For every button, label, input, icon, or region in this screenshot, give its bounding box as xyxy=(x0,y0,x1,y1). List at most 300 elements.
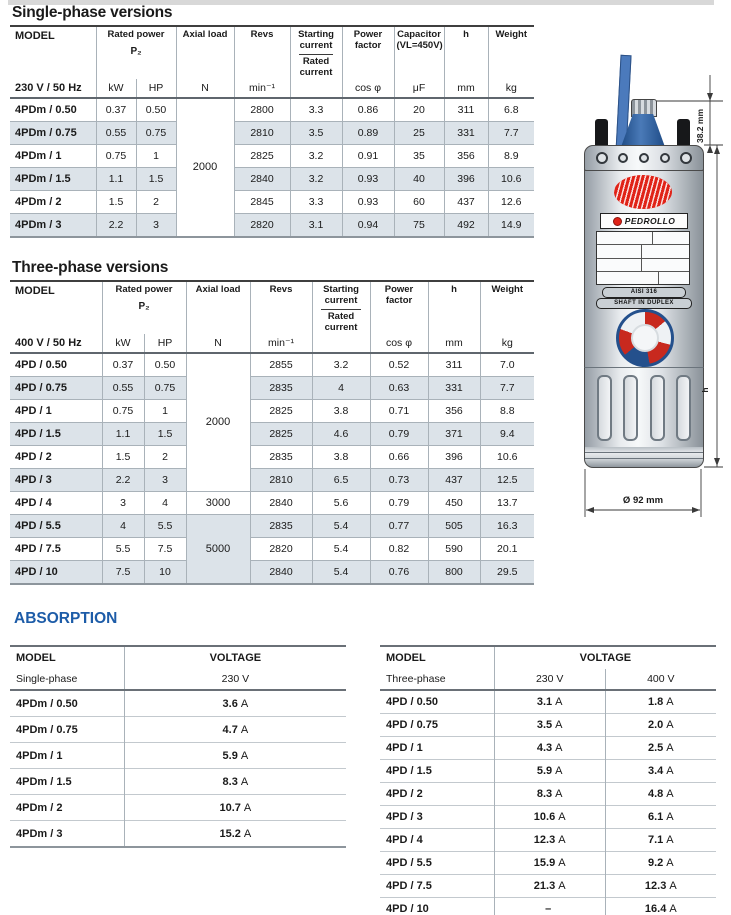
amp-unit: A xyxy=(240,775,249,788)
unit-n: N xyxy=(186,334,250,353)
amp-unit: A xyxy=(555,742,563,754)
revs-cell: 2825 xyxy=(234,144,290,167)
hp-cell: 10 xyxy=(144,560,186,584)
unit-kg: kg xyxy=(480,334,534,353)
model-cell: 4PDm / 1.5 xyxy=(10,167,96,190)
rated-current-label: Rated current xyxy=(299,55,333,78)
table-row xyxy=(10,690,346,717)
h-cell: 371 xyxy=(428,422,480,445)
cos-cell: 0.73 xyxy=(370,468,428,491)
amp-value: 8.3 xyxy=(222,775,238,788)
amp-cell xyxy=(494,714,605,737)
h-cell: 396 xyxy=(428,445,480,468)
start-cell: 4.6 xyxy=(312,422,370,445)
model-cell: 4PD / 3 xyxy=(10,468,102,491)
unit-hp: HP xyxy=(144,334,186,353)
kg-cell: 10.6 xyxy=(480,445,534,468)
amp-value: 5.9 xyxy=(222,749,238,762)
amp-unit: A xyxy=(240,749,249,762)
kg-cell: 6.8 xyxy=(488,98,534,122)
nameplate-divider xyxy=(658,272,659,284)
amp-cell xyxy=(494,852,605,875)
amp-unit: A xyxy=(558,880,566,892)
h-cell: 311 xyxy=(428,353,480,377)
h-cell: 437 xyxy=(428,468,480,491)
absorption-three-section xyxy=(380,645,716,915)
amp-unit: A xyxy=(240,697,249,710)
amp-value: 3.1 xyxy=(536,696,553,708)
amp-value: 7.1 xyxy=(647,834,664,846)
revs-cell: 2845 xyxy=(234,190,290,213)
phase-label: Single-phase xyxy=(16,673,78,685)
revs-cell: 2840 xyxy=(250,491,312,514)
rated-power-label: Rated power xyxy=(115,284,173,295)
model-cell: 4PD / 4 xyxy=(380,829,494,852)
model-cell: 4PD / 0.50 xyxy=(15,358,67,371)
unit-kw: kW xyxy=(102,334,144,353)
cos-cell: 0.63 xyxy=(370,376,428,399)
table-row xyxy=(10,537,534,560)
table-row xyxy=(380,852,716,875)
cos-cell: 0.89 xyxy=(342,121,394,144)
start-cell: 3.1 xyxy=(290,213,342,237)
three-phase-section xyxy=(10,258,534,585)
uf-cell: 40 xyxy=(394,167,444,190)
cos-cell: 0.93 xyxy=(342,190,394,213)
kw-cell: 0.55 xyxy=(102,376,144,399)
uf-cell: 35 xyxy=(394,144,444,167)
table-row xyxy=(10,769,346,795)
hp-cell: 5.5 xyxy=(144,514,186,537)
model-cell: 4PD / 0.50 xyxy=(386,696,438,708)
amp-value: 12.3 xyxy=(644,880,667,892)
dim-h-label: h xyxy=(700,387,710,393)
model-cell: 4PD / 2 xyxy=(380,783,494,806)
table-row xyxy=(380,737,716,760)
h-cell: 311 xyxy=(444,98,488,122)
header-model: MODEL xyxy=(15,30,55,42)
h-cell: 450 xyxy=(428,491,480,514)
model-cell: 4PDm / 3 xyxy=(10,821,124,848)
amp-value: 2.0 xyxy=(647,719,664,731)
kw-cell: 1.5 xyxy=(96,190,136,213)
uf-cell: 75 xyxy=(394,213,444,237)
model-cell: 4PDm / 3 xyxy=(10,213,96,237)
screw-icon xyxy=(680,152,692,164)
hp-cell: 1 xyxy=(136,144,176,167)
kg-cell: 14.9 xyxy=(488,213,534,237)
model-cell: 4PDm / 2 xyxy=(10,795,124,821)
header-voltage: VOLTAGE xyxy=(494,646,716,669)
units-row xyxy=(10,79,534,98)
amp-value: 10.6 xyxy=(533,811,556,823)
header-rated-power xyxy=(102,282,186,334)
revs-cell: 2840 xyxy=(250,560,312,584)
axial-load-cell: 2000 xyxy=(186,353,250,492)
header-h: h xyxy=(444,27,488,79)
kg-cell: 8.9 xyxy=(488,144,534,167)
header-power-factor: Power factor xyxy=(342,27,394,79)
pedrollo-fan-logo-icon xyxy=(614,175,672,209)
h-cell: 356 xyxy=(444,144,488,167)
start-cell: 3.3 xyxy=(290,190,342,213)
amp-unit: A xyxy=(243,827,252,840)
motor-lower-section xyxy=(584,367,704,449)
table-body xyxy=(380,690,716,915)
table-row xyxy=(10,167,534,190)
three-phase-table xyxy=(10,282,534,585)
model-cell: 4PD / 7.5 xyxy=(10,537,102,560)
cos-cell: 0.93 xyxy=(342,167,394,190)
amp-unit: A xyxy=(669,903,677,915)
cooling-slot xyxy=(597,375,612,441)
revs-cell: 2800 xyxy=(234,98,290,122)
cos-cell: 0.71 xyxy=(370,399,428,422)
amp-cell xyxy=(124,717,346,743)
amp-value: 15.9 xyxy=(533,857,556,869)
h-cell: 492 xyxy=(444,213,488,237)
revs-cell: 2825 xyxy=(250,422,312,445)
kg-cell: 8.8 xyxy=(480,399,534,422)
kw-cell: 0.75 xyxy=(102,399,144,422)
cos-cell: 0.91 xyxy=(342,144,394,167)
h-cell: 396 xyxy=(444,167,488,190)
h-cell: 331 xyxy=(428,376,480,399)
start-cell: 5.6 xyxy=(312,491,370,514)
rated-power-label: Rated power xyxy=(107,29,165,40)
hp-cell: 3 xyxy=(144,468,186,491)
nameplate-divider xyxy=(641,245,642,257)
kw-cell: 3 xyxy=(102,491,144,514)
table-row xyxy=(10,514,534,537)
amp-value: 5.9 xyxy=(536,765,553,777)
amp-cell xyxy=(605,737,716,760)
start-cell: 4 xyxy=(312,376,370,399)
start-cell: 3.8 xyxy=(312,399,370,422)
cos-cell: 0.79 xyxy=(370,422,428,445)
shaft-tag: SHAFT IN DUPLEX xyxy=(596,298,692,309)
amp-value: 1.8 xyxy=(647,696,664,708)
table-body xyxy=(10,690,346,847)
cos-cell: 0.82 xyxy=(370,537,428,560)
cos-cell: 0.52 xyxy=(370,353,428,377)
kg-cell: 9.4 xyxy=(480,422,534,445)
cooling-slot xyxy=(650,375,665,441)
absorption-title: ABSORPTION xyxy=(14,610,118,627)
unit-voltage: 400 V / 50 Hz xyxy=(15,336,82,349)
cos-cell: 0.77 xyxy=(370,514,428,537)
amp-unit: A xyxy=(666,834,674,846)
model-cell: 4PD / 7.5 xyxy=(380,875,494,898)
subheader-row xyxy=(380,669,716,690)
amp-unit: A xyxy=(243,801,252,814)
cos-cell: 0.79 xyxy=(370,491,428,514)
header-rated-power xyxy=(96,27,176,79)
table-row xyxy=(380,783,716,806)
dim-38mm-label: 38.2 mm xyxy=(695,108,705,144)
kw-cell: 0.37 xyxy=(102,353,144,377)
table-row xyxy=(10,422,534,445)
amp-unit: A xyxy=(555,788,563,800)
table-row xyxy=(10,468,534,491)
amp-value: 16.4 xyxy=(644,903,667,915)
nameplate-row xyxy=(597,259,689,272)
kw-cell: 2.2 xyxy=(96,213,136,237)
motor-stud-left xyxy=(595,119,608,147)
uf-cell: 20 xyxy=(394,98,444,122)
start-cell: 5.4 xyxy=(312,514,370,537)
amp-cell xyxy=(124,795,346,821)
model-cell: 4PD / 0.75 xyxy=(380,714,494,737)
header-model: MODEL xyxy=(15,285,55,297)
header-row xyxy=(380,646,716,669)
model-cell: 4PDm / 0.75 xyxy=(10,121,96,144)
amp-unit: A xyxy=(666,742,674,754)
kw-cell: 2.2 xyxy=(102,468,144,491)
amp-unit: A xyxy=(240,723,249,736)
p2-label: P₂ xyxy=(138,300,150,312)
model-cell: 4PDm / 0.50 xyxy=(16,697,78,710)
absorption-single-table xyxy=(10,645,346,848)
table-row xyxy=(380,829,716,852)
hp-cell: 0.50 xyxy=(136,98,176,122)
amp-cell xyxy=(124,821,346,848)
amp-value: 10.7 xyxy=(219,801,241,814)
h-cell: 331 xyxy=(444,121,488,144)
header-model: MODEL xyxy=(16,652,56,664)
kg-cell: 12.5 xyxy=(480,468,534,491)
hp-cell: 1.5 xyxy=(136,167,176,190)
kw-cell: 0.75 xyxy=(96,144,136,167)
nameplate-divider xyxy=(652,232,653,244)
amp-cell xyxy=(494,783,605,806)
kg-cell: 29.5 xyxy=(480,560,534,584)
header-row xyxy=(10,27,534,79)
amp-cell xyxy=(494,898,605,915)
section-title-three-phase: Three-phase versions xyxy=(10,258,534,282)
amp-unit: A xyxy=(555,719,563,731)
amp-cell xyxy=(605,806,716,829)
model-cell: 4PDm / 2 xyxy=(10,190,96,213)
start-cell: 3.2 xyxy=(312,353,370,377)
amp-value: 12.3 xyxy=(533,834,556,846)
amp-cell xyxy=(494,806,605,829)
model-cell: 4PD / 1 xyxy=(380,737,494,760)
amp-unit: A xyxy=(666,765,674,777)
voltage-value: 230 V xyxy=(494,669,605,690)
table-row xyxy=(10,144,534,167)
nameplate xyxy=(596,231,690,285)
amp-cell xyxy=(605,829,716,852)
phase-label: Three-phase xyxy=(386,673,446,685)
kg-cell: 7.7 xyxy=(480,376,534,399)
amp-cell xyxy=(605,875,716,898)
kg-cell: 20.1 xyxy=(480,537,534,560)
unit-cos: cos φ xyxy=(342,79,394,98)
model-cell: 4PD / 1.5 xyxy=(380,760,494,783)
amp-unit: A xyxy=(666,788,674,800)
amp-value: 3.5 xyxy=(536,719,553,731)
amp-value: 4.7 xyxy=(222,723,238,736)
amp-cell xyxy=(605,690,716,714)
voltage-value: 400 V xyxy=(605,669,716,690)
brand-label xyxy=(600,213,688,229)
kw-cell: 7.5 xyxy=(102,560,144,584)
unit-empty xyxy=(290,79,342,98)
product-figure xyxy=(560,55,731,535)
capacitor-label: Capacitor xyxy=(397,29,441,40)
table-row xyxy=(10,743,346,769)
hp-cell: 0.75 xyxy=(136,121,176,144)
starting-current-label: Starting current xyxy=(298,29,334,51)
amp-cell xyxy=(605,898,716,915)
hp-cell: 4 xyxy=(144,491,186,514)
header-axial-load: Axial load xyxy=(186,282,250,334)
table-row xyxy=(380,875,716,898)
h-cell: 437 xyxy=(444,190,488,213)
amp-value: 21.3 xyxy=(533,880,556,892)
header-current-ratio xyxy=(312,282,370,334)
hp-cell: 7.5 xyxy=(144,537,186,560)
amp-cell xyxy=(494,829,605,852)
unit-uf: μF xyxy=(394,79,444,98)
cos-cell: 0.86 xyxy=(342,98,394,122)
cos-cell: 0.66 xyxy=(370,445,428,468)
start-cell: 5.4 xyxy=(312,560,370,584)
table-row xyxy=(10,560,534,584)
table-row xyxy=(10,399,534,422)
table-row xyxy=(10,717,346,743)
table-header xyxy=(10,27,534,98)
h-cell: 356 xyxy=(428,399,480,422)
kw-cell: 5.5 xyxy=(102,537,144,560)
amp-value: 4.8 xyxy=(647,788,664,800)
model-cell: 4PDm / 1 xyxy=(10,743,124,769)
unit-cos: cos φ xyxy=(370,334,428,353)
amp-cell xyxy=(494,760,605,783)
bottom-ring-line xyxy=(585,458,703,459)
amp-value: 3.4 xyxy=(647,765,664,777)
nameplate-row xyxy=(597,245,689,258)
certification-emblem-icon xyxy=(616,309,674,367)
start-cell: 6.5 xyxy=(312,468,370,491)
unit-mm: mm xyxy=(444,79,488,98)
p2-label: P₂ xyxy=(130,45,142,57)
model-cell: 4PD / 4 xyxy=(10,491,102,514)
header-capacitor xyxy=(394,27,444,79)
table-row xyxy=(380,898,716,915)
table-row xyxy=(10,445,534,468)
header-revs: Revs xyxy=(234,27,290,79)
table-row xyxy=(10,121,534,144)
amp-unit: A xyxy=(666,719,674,731)
amp-value: 6.1 xyxy=(647,811,664,823)
header-model: MODEL xyxy=(386,652,426,664)
header-power-factor: Power factor xyxy=(370,282,428,334)
table-row xyxy=(10,376,534,399)
single-phase-table xyxy=(10,27,534,238)
amp-value: 4.3 xyxy=(536,742,553,754)
amp-cell xyxy=(494,875,605,898)
bottom-ring-line xyxy=(585,452,703,453)
kw-cell: 4 xyxy=(102,514,144,537)
axial-load-cell: 3000 xyxy=(186,491,250,514)
unit-mm: mm xyxy=(428,334,480,353)
table-row xyxy=(10,190,534,213)
start-cell: 3.5 xyxy=(290,121,342,144)
kg-cell: 16.3 xyxy=(480,514,534,537)
table-row xyxy=(10,98,534,122)
revs-cell: 2835 xyxy=(250,445,312,468)
start-cell: 3.2 xyxy=(290,144,342,167)
unit-empty xyxy=(312,334,370,353)
amp-unit: A xyxy=(666,811,674,823)
table-row xyxy=(380,690,716,714)
revs-cell: 2840 xyxy=(234,167,290,190)
h-cell: 800 xyxy=(428,560,480,584)
amp-value: 15.2 xyxy=(219,827,241,840)
motor-bottom-cap xyxy=(584,447,704,468)
hp-cell: 1 xyxy=(144,399,186,422)
rated-current-label: Rated current xyxy=(324,310,358,333)
table-row xyxy=(380,806,716,829)
fraction-line xyxy=(299,54,334,55)
table-body xyxy=(10,353,534,584)
cooling-slot xyxy=(623,375,638,441)
kw-cell: 0.37 xyxy=(96,98,136,122)
amp-unit: A xyxy=(558,834,566,846)
amp-value: 2.5 xyxy=(647,742,664,754)
hp-cell: 0.75 xyxy=(144,376,186,399)
revs-cell: 2820 xyxy=(234,213,290,237)
kg-cell: 7.7 xyxy=(488,121,534,144)
hp-cell: 0.50 xyxy=(144,353,186,377)
start-cell: 5.4 xyxy=(312,537,370,560)
single-phase-section xyxy=(10,3,534,238)
start-cell: 3.8 xyxy=(312,445,370,468)
amp-unit: A xyxy=(666,696,674,708)
amp-cell xyxy=(605,783,716,806)
axial-load-cell: 2000 xyxy=(176,98,234,237)
header-current-ratio xyxy=(290,27,342,79)
model-cell: 4PDm / 1.5 xyxy=(10,769,124,795)
kw-cell: 0.55 xyxy=(96,121,136,144)
uf-cell: 60 xyxy=(394,190,444,213)
start-cell: 3.3 xyxy=(290,98,342,122)
hp-cell: 2 xyxy=(144,445,186,468)
model-cell: 4PD / 10 xyxy=(380,898,494,915)
material-tag: AISI 316 xyxy=(602,287,686,298)
motor-top-cap xyxy=(584,145,704,171)
cooling-slot xyxy=(676,375,691,441)
cos-cell: 0.76 xyxy=(370,560,428,584)
start-cell: 3.2 xyxy=(290,167,342,190)
table-row xyxy=(380,760,716,783)
dim-diameter-label: Ø 92 mm xyxy=(622,495,664,506)
nameplate-divider xyxy=(641,259,642,271)
model-cell: 4PD / 5.5 xyxy=(380,852,494,875)
nameplate-row xyxy=(597,232,689,245)
capacitor-voltage-label: (VL=450V) xyxy=(396,39,443,51)
amp-unit: A xyxy=(558,857,566,869)
brand-dot-icon xyxy=(613,217,622,226)
amp-cell xyxy=(124,690,346,717)
revs-cell: 2835 xyxy=(250,376,312,399)
hp-cell: 2 xyxy=(136,190,176,213)
model-cell: 4PDm / 0.75 xyxy=(10,717,124,743)
kw-cell: 1.1 xyxy=(96,167,136,190)
unit-kg: kg xyxy=(488,79,534,98)
